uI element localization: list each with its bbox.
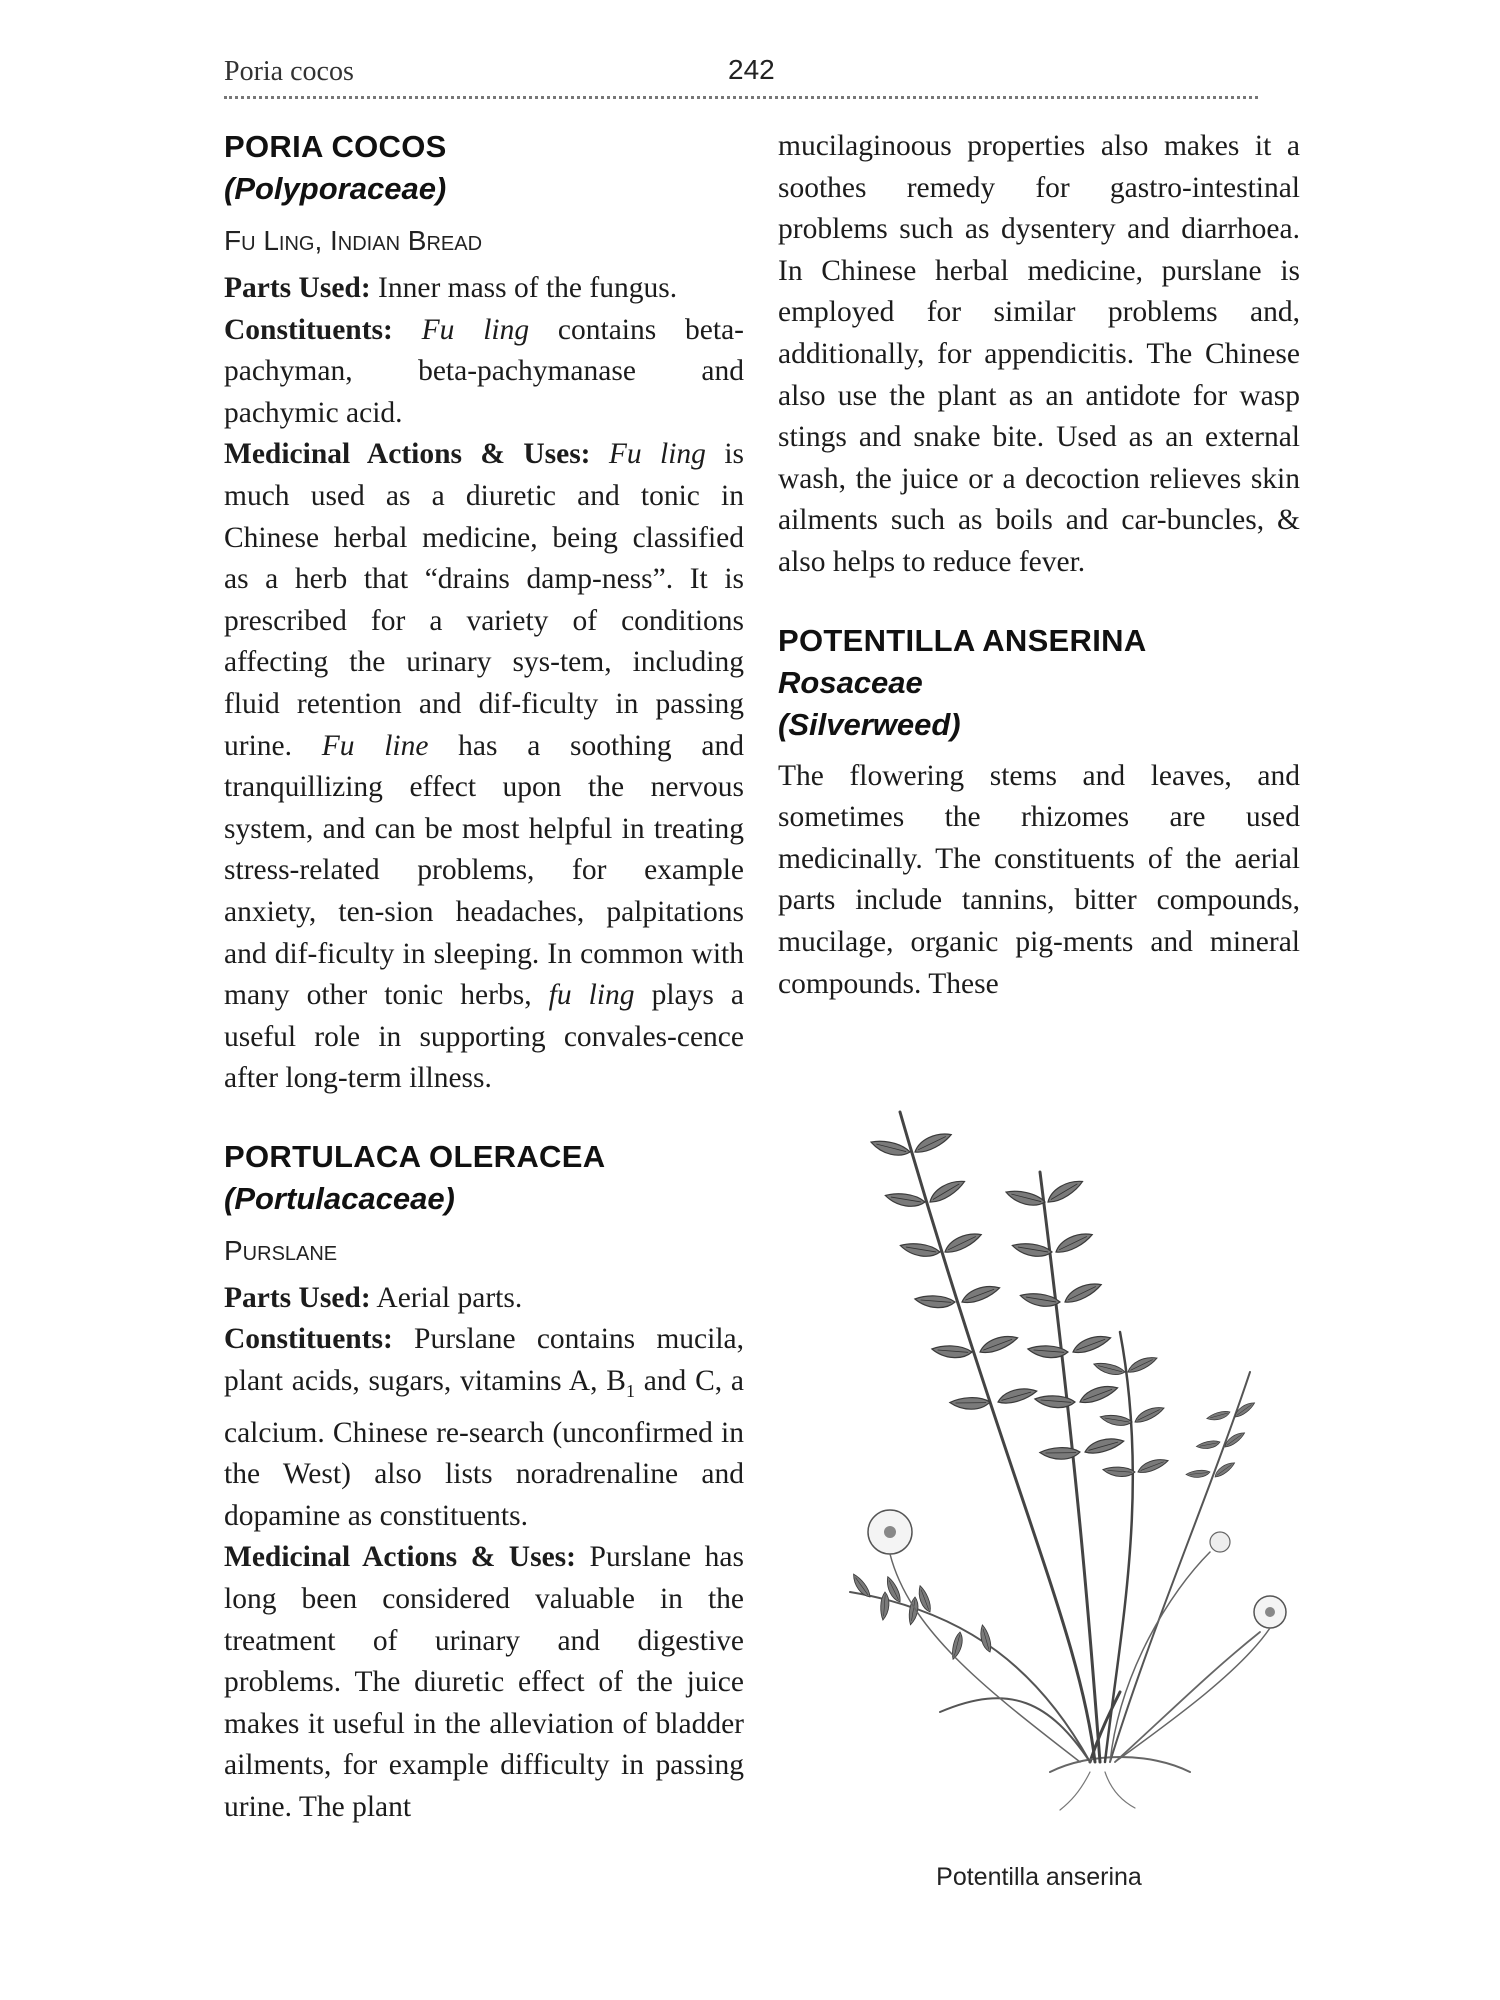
common-names-poria: Fu Ling, Indian Bread <box>224 225 483 256</box>
left-column <box>224 126 744 1828</box>
right-column <box>778 126 1300 1005</box>
figure-caption: Potentilla anserina <box>936 1863 1142 1891</box>
actions-portulaca: Medicinal Actions & Uses: Purslane has long been considered valuable in the treatment of urinary and digestive problems. The diuretic effect of the juice makes it useful in the alleviation of bladder ailments, for example difficulty in passing urine. The plant <box>224 1541 744 1823</box>
running-header <box>224 56 1258 96</box>
entry-title-portulaca: PORTULACA OLERACEA <box>224 1138 606 1174</box>
constituents-portulaca: Constituents: Purslane contains mucila, plant acids, sugars, vitamins A, $B_1$ and C, a calcium. Chinese re-search (unconfirmed in the West) also lists noradrenaline and dopamine as constituents. <box>224 1323 744 1532</box>
entry-common-potentilla: (Silverweed) <box>778 706 961 742</box>
actions-poria: Medicinal Actions & Uses: Fu ling is much used as a diuretic and tonic in Chinese herbal medicine, being classified as a herb that “drains damp-ness”. It is prescribed for a variety of conditions affecting the urinary sys-tem, including fluid retention and dif-ficulty in passing urine. Fu line has a soothing and tranquillizing effect upon the nervous system, and can be most helpful in treating stress-related problems, for example anxiety, ten-sion headaches, palpitations and dif-ficulty in sleeping. In common with many other tonic herbs, fu ling plays a useful role in supporting convales-cence after long-term illness. <box>224 438 744 1095</box>
header-rule <box>224 96 1258 99</box>
running-title: Poria cocos <box>224 56 354 87</box>
entry-family-poria: (Polyporaceae) <box>224 171 447 206</box>
page-number: 242 <box>728 54 775 85</box>
entry-title-potentilla: POTENTILLA ANSERINA <box>778 622 1147 658</box>
entry-title-poria: PORIA COCOS <box>224 129 447 164</box>
entry-family-portulaca: (Portulacaceae) <box>224 1180 455 1216</box>
common-names-portulaca: Purslane <box>224 1234 338 1266</box>
potentilla-text: The flowering stems and leaves, and sometimes the rhizomes are used medicinally. The constituents of the aerial parts include tannins, bitter compounds, mucilage, organic pig-ments and mineral compounds. These <box>778 759 1300 1000</box>
portulaca-continued: mucilaginoous properties also makes it a soothes remedy for gastro-intestinal problems such as dysentery and diarrhoea. In Chinese herbal medicine, purslane is employed for similar problems and, additionally, for appendicitis. The Chinese also use the plant as an antidote for wasp stings and snake bite. Used as an external wash, the juice or a decoction relieves skin ailments such as boils and car-buncles, & also helps to reduce fever. <box>778 130 1300 578</box>
parts-used-portulaca: Parts Used: Aerial parts. <box>224 1281 523 1314</box>
entry-family-potentilla: Rosaceae <box>778 664 923 700</box>
silverweed-illustration <box>790 1072 1306 1812</box>
parts-used-poria: Parts Used: Inner mass of the fungus. <box>224 272 678 304</box>
plant-drawing <box>850 1112 1286 1810</box>
constituents-poria: Constituents: Fu ling contains beta-pachyman, beta-pachymanase and pachymic acid. <box>224 313 744 429</box>
